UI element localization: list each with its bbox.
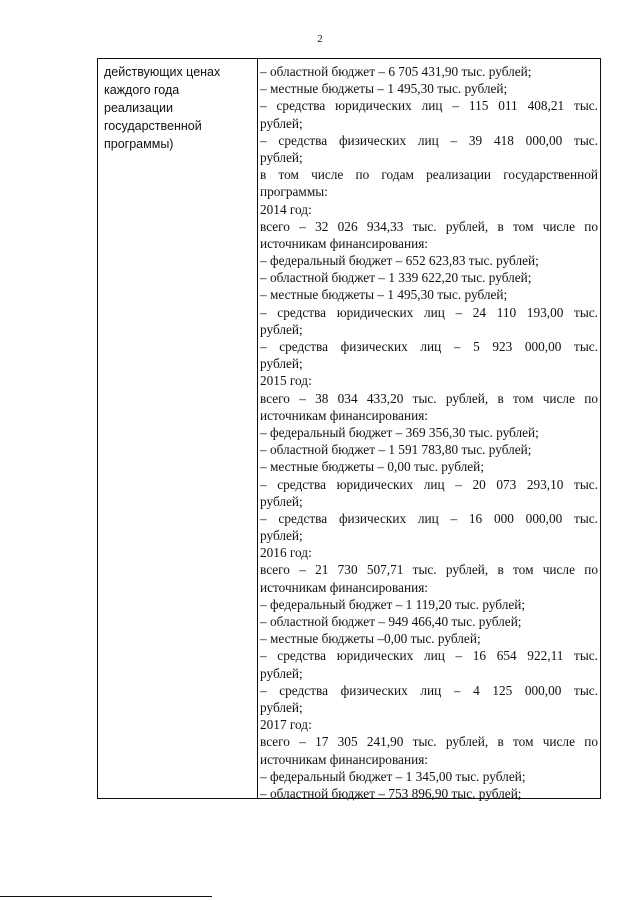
financing-line: – средства физических лиц – 16 000 000,00 тыс.: [260, 510, 598, 526]
financing-line: 2015 год:: [260, 373, 312, 389]
financing-line: рублей;: [260, 115, 303, 131]
financing-line: – областной бюджет – 753 896,90 тыс. рублей;: [260, 785, 522, 801]
financing-line: – федеральный бюджет – 652 623,83 тыс. рублей;: [260, 253, 539, 269]
financing-line: источникам финансирования:: [260, 235, 429, 251]
label-line: каждого года: [104, 83, 180, 97]
financing-table: [97, 58, 601, 799]
financing-line: – средства физических лиц – 4 125 000,00 тыс.: [260, 682, 598, 698]
financing-line: – федеральный бюджет – 1 119,20 тыс. рублей;: [260, 596, 526, 612]
financing-line: – средства физических лиц – 5 923 000,00 тыс.: [260, 339, 598, 354]
financing-line: всего – 38 034 433,20 тыс. рублей, в том числе по: [260, 390, 598, 406]
financing-line: всего – 21 730 507,71 тыс. рублей, в том числе по: [260, 562, 598, 578]
label-line: государственной: [104, 119, 202, 133]
label-line: действующих ценах: [104, 65, 221, 79]
financing-line: – местные бюджеты – 1 495,30 тыс. рублей;: [260, 287, 508, 303]
financing-line: 2014 год:: [260, 201, 312, 217]
financing-line: источникам финансирования:: [260, 751, 429, 767]
label-line: программы): [104, 137, 174, 151]
financing-line: 2017 год:: [260, 717, 312, 733]
table-label-cell: [98, 59, 258, 798]
financing-line: – областной бюджет – 1 339 622,20 тыс. рублей;: [260, 270, 532, 286]
financing-line: рублей;: [260, 149, 303, 165]
financing-line: – областной бюджет – 949 466,40 тыс. рублей;: [260, 614, 522, 629]
financing-line: всего – 32 026 934,33 тыс. рублей, в том числе по: [260, 218, 598, 234]
financing-line: рублей;: [260, 356, 303, 372]
financing-line: рублей;: [260, 321, 303, 337]
financing-line: программы:: [260, 184, 328, 200]
financing-line: – средства юридических лиц – 20 073 293,10 тыс.: [260, 476, 598, 492]
financing-line: – местные бюджеты – 1 495,30 тыс. рублей;: [260, 81, 508, 97]
financing-line: – средства юридических лиц – 24 110 193,00 тыс.: [260, 304, 598, 320]
financing-line: всего – 17 305 241,90 тыс. рублей, в том числе по: [260, 734, 598, 750]
financing-line: – местные бюджеты – 0,00 тыс. рублей;: [260, 459, 484, 475]
table-value-cell: [258, 59, 600, 801]
financing-line: в том числе по годам реализации государственной: [260, 167, 598, 183]
financing-line: – средства физических лиц – 39 418 000,00 тыс.: [260, 132, 598, 148]
financing-line: – областной бюджет – 1 591 783,80 тыс. рублей;: [260, 442, 532, 458]
financing-line: – средства юридических лиц – 115 011 408,21 тыс.: [260, 98, 598, 114]
financing-line: рублей;: [260, 699, 303, 715]
financing-line: источникам финансирования:: [260, 407, 429, 423]
financing-line: рублей;: [260, 493, 303, 509]
financing-line: – федеральный бюджет – 369 356,30 тыс. рублей;: [260, 424, 539, 440]
page-number: 2: [317, 33, 323, 45]
financing-line: 2016 год:: [260, 545, 312, 561]
financing-line: источникам финансирования:: [260, 579, 429, 595]
financing-line: – средства юридических лиц – 16 654 922,11 тыс.: [260, 648, 598, 664]
financing-line: – федеральный бюджет – 1 345,00 тыс. рублей;: [260, 768, 526, 784]
financing-line: – областной бюджет – 6 705 431,90 тыс. рублей;: [260, 64, 532, 79]
footer-rule: [0, 896, 212, 897]
label-line: реализации: [104, 101, 173, 115]
financing-line: – местные бюджеты –0,00 тыс. рублей;: [260, 631, 481, 647]
financing-line: рублей;: [260, 528, 303, 544]
financing-line: рублей;: [260, 665, 303, 681]
